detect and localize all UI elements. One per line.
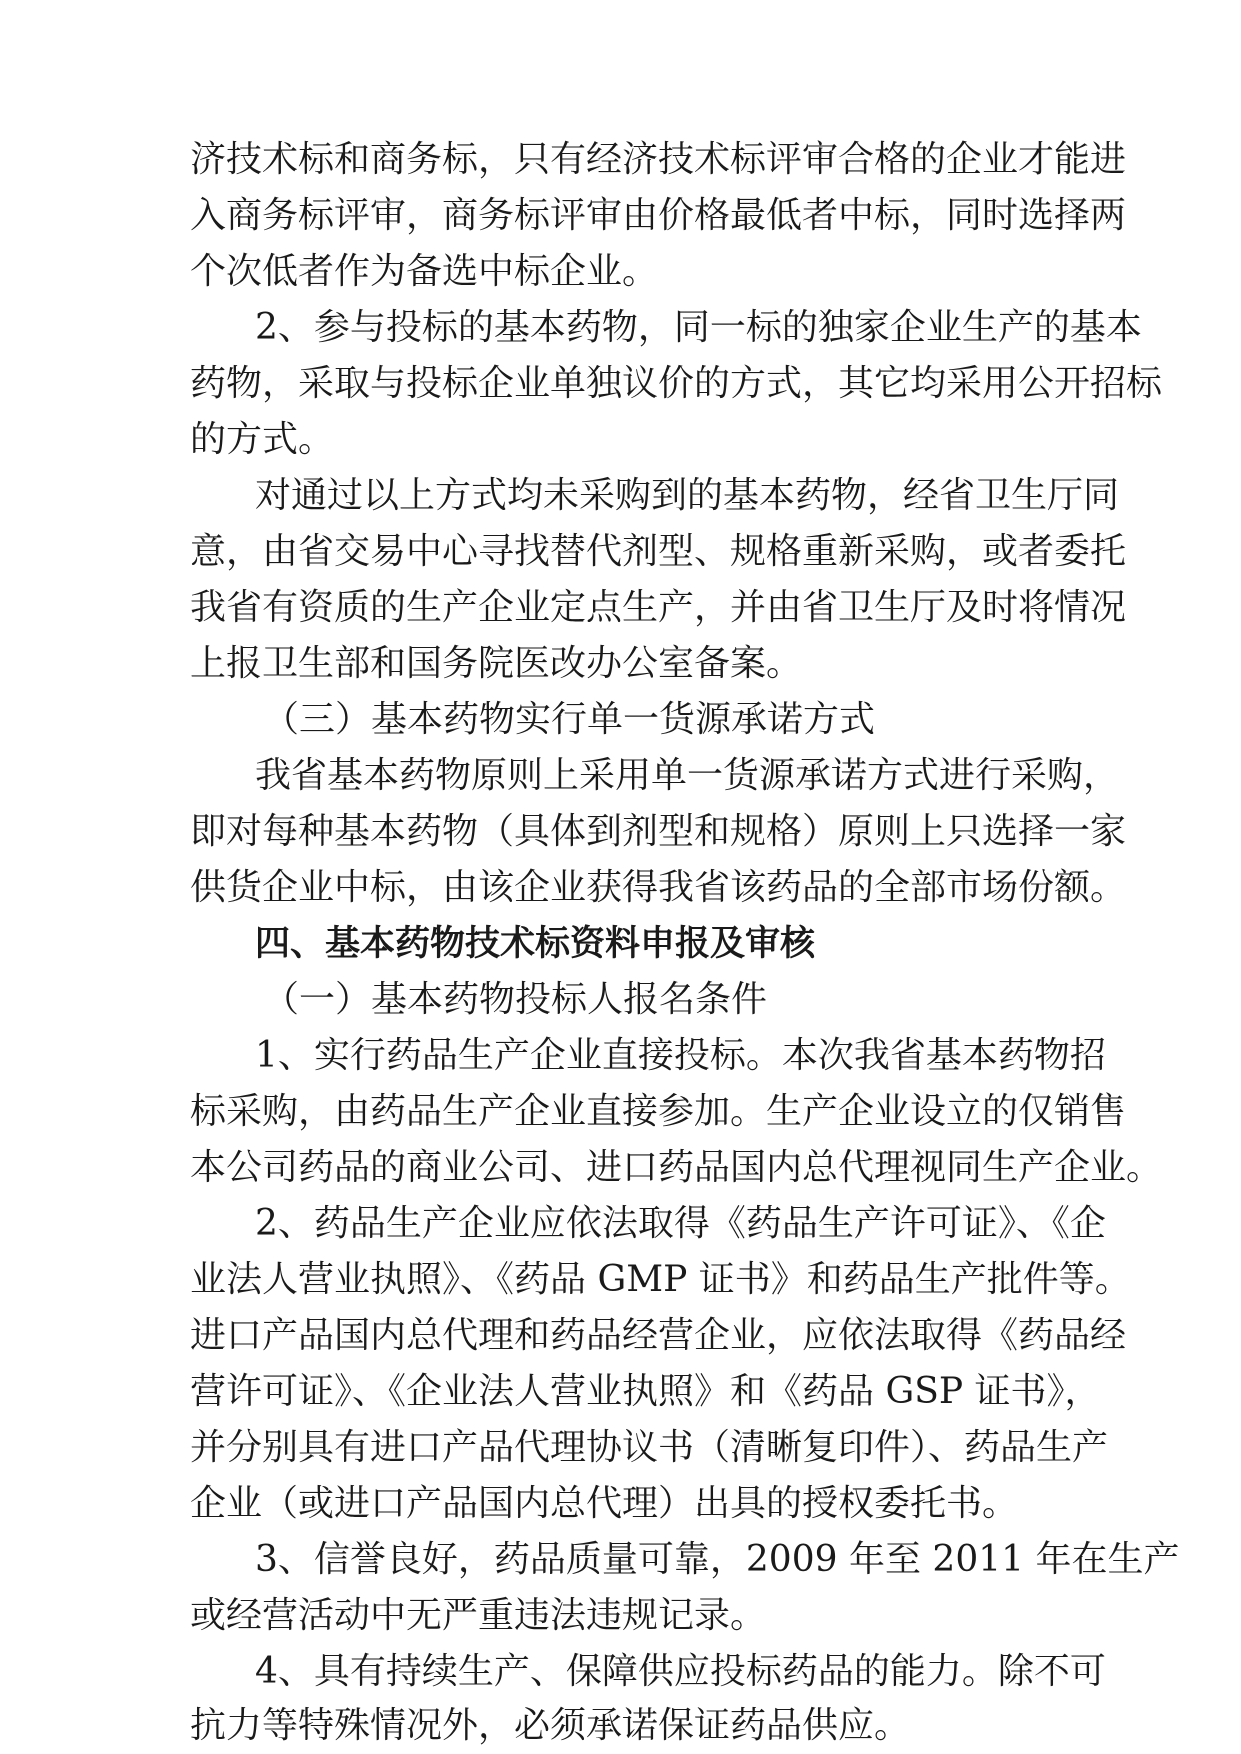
paragraph-line: 对通过以上方式均未采购到的基本药物，经省卫生厅同 [255, 475, 1120, 516]
paragraph-line: 并分别具有进口产品代理协议书（清晰复印件）、药品生产 [190, 1427, 1109, 1468]
subsection-heading: （三）基本药物实行单一货源承诺方式 [263, 699, 876, 740]
paragraph-line: 的方式。 [190, 419, 335, 460]
paragraph-line: 4、具有持续生产、保障供应投标药品的能力。除不可 [255, 1651, 1106, 1692]
paragraph-line: 入商务标评审，商务标评审由价格最低者中标，同时选择两 [190, 195, 1127, 236]
paragraph-line: 我省有资质的生产企业定点生产，并由省卫生厅及时将情况 [190, 587, 1127, 628]
paragraph-line: 上报卫生部和国务院医改办公室备案。 [190, 643, 803, 684]
paragraph-line: 抗力等特殊情况外，必须承诺保证药品供应。 [190, 1705, 911, 1746]
paragraph-line: 供货企业中标，由该企业获得我省该药品的全部市场份额。 [190, 867, 1127, 908]
paragraph-line: 3、信誉良好，药品质量可靠，2009 年至 2011 年在生产 [255, 1539, 1180, 1580]
paragraph-line: 或经营活动中无严重违法违规记录。 [190, 1595, 767, 1636]
paragraph-line: 个次低者作为备选中标企业。 [190, 251, 659, 292]
paragraph-line: 本公司药品的商业公司、进口药品国内总代理视同生产企业。 [190, 1147, 1163, 1188]
paragraph-line: 1、实行药品生产企业直接投标。本次我省基本药物招 [255, 1035, 1106, 1076]
paragraph-line: 意，由省交易中心寻找替代剂型、规格重新采购，或者委托 [190, 531, 1127, 572]
paragraph-line: 标采购，由药品生产企业直接参加。生产企业设立的仅销售 [190, 1091, 1127, 1132]
paragraph-line: 业法人营业执照》、《药品 GMP 证书》和药品生产批件等。 [190, 1259, 1131, 1300]
paragraph-line: 进口产品国内总代理和药品经营企业，应依法取得《药品经 [190, 1315, 1127, 1356]
paragraph-line: 营许可证》、《企业法人营业执照》和《药品 GSP 证书》， [190, 1371, 1101, 1412]
paragraph-line: 即对每种基本药物（具体到剂型和规格）原则上只选择一家 [190, 811, 1127, 852]
paragraph-line: 济技术标和商务标，只有经济技术标评审合格的企业才能进 [190, 139, 1127, 180]
paragraph-line: 企业（或进口产品国内总代理）出具的授权委托书。 [190, 1483, 1019, 1524]
section-heading: 四、基本药物技术标资料申报及审核 [255, 924, 816, 964]
subsection-heading: （一）基本药物投标人报名条件 [263, 979, 768, 1020]
paragraph-line: 2、药品生产企业应依法取得《药品生产许可证》、《企 [255, 1203, 1106, 1244]
paragraph-line: 我省基本药物原则上采用单一货源承诺方式进行采购， [255, 755, 1120, 796]
paragraph-line: 药物，采取与投标企业单独议价的方式，其它均采用公开招标 [190, 363, 1163, 404]
paragraph-line: 2、参与投标的基本药物，同一标的独家企业生产的基本 [255, 307, 1142, 348]
